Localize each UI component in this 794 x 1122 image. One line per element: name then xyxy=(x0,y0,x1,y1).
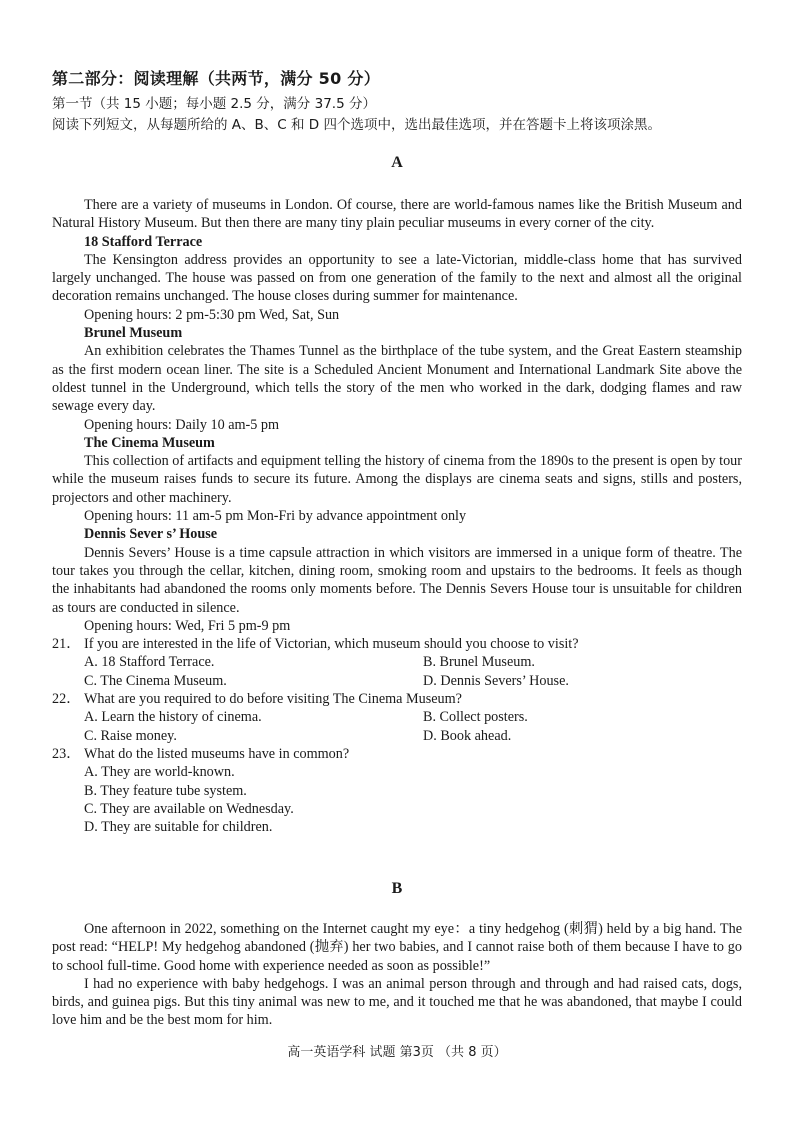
option-a: A. Learn the history of cinema. xyxy=(84,709,262,726)
option-c: C. The Cinema Museum. xyxy=(84,672,227,689)
museum-description: This collection of artifacts and equipment telling the history of cinema from the 1890s to the present is open by tour while the museum raises funds to secure its future. Among the displays are cinema seats and signs, stills and posters, projectors and other machinery. xyxy=(52,453,742,506)
question-22-options xyxy=(52,708,742,745)
passage-b xyxy=(52,920,742,1030)
option-d: D. They are suitable for children. xyxy=(84,819,273,836)
passage-b-paragraph: One afternoon in 2022, something on the Internet caught my eye：a tiny hedgehog (刺猬) held by a big hand. The post read: “HELP! My hedgehog abandoned (抛弃) her two babies, and I cannot raise both of them because I have to go to school full-time. Good home with experience needed as soon as possible!” xyxy=(52,921,742,974)
option-b: B. They feature tube system. xyxy=(84,782,247,799)
option-d: D. Dennis Severs’ House. xyxy=(423,672,569,689)
museum-hours: Opening hours: 11 am-5 pm Mon-Fri by advance appointment only xyxy=(84,508,467,525)
part-title: 第二部分：阅读理解（共两节，满分 50 分） xyxy=(52,69,381,88)
museum-name: The Cinema Museum xyxy=(84,434,215,451)
question-number: 21． xyxy=(52,636,81,653)
question-number: 23． xyxy=(52,745,81,762)
option-b: B. Brunel Museum. xyxy=(423,654,535,671)
question-23 xyxy=(52,745,742,763)
passage-b-letter: B xyxy=(391,880,403,897)
museum-hours: Opening hours: Wed, Fri 5 pm-9 pm xyxy=(84,617,291,634)
question-21-options xyxy=(52,653,742,690)
question-number: 22． xyxy=(52,691,81,708)
option-a: A. They are world-known. xyxy=(84,764,235,781)
museum-name: Dennis Sever s’ House xyxy=(84,526,218,543)
passage-a xyxy=(52,196,742,836)
option-d: D. Book ahead. xyxy=(423,727,512,744)
museum-hours: Opening hours: Daily 10 am-5 pm xyxy=(84,416,280,433)
museum-hours: Opening hours: 2 pm-5:30 pm Wed, Sat, Sun xyxy=(84,306,340,323)
museum-name: Brunel Museum xyxy=(84,325,183,342)
instructions: 阅读下列短文，从每题所给的 A、B、C 和 D 四个选项中，选出最佳选项，并在答题卡上将该项涂黑。 xyxy=(52,117,661,133)
option-c: C. Raise money. xyxy=(84,727,177,744)
question-stem: What do the listed museums have in common? xyxy=(84,745,350,762)
museum-description: Dennis Severs’ House is a time capsule attraction in which visitors are immersed in a unique form of theatre. The tour takes you through the cellar, kitchen, dining room, smoking room and upstairs to the bedrooms. It feels as though the inhabitants had abandoned the rooms only moments before. The Dennis Severs House tour is unsuitable for children as tours are conducted in silence. xyxy=(52,544,742,616)
passage-b-paragraph: I had no experience with baby hedgehogs. I was an animal person through and through and had raised cats, dogs, birds, and guinea pigs. But this tiny animal was new to me, and it touched me that he was abandoned, that maybe I could love him and be the best mom for him. xyxy=(52,975,742,1029)
museum-name: 18 Stafford Terrace xyxy=(84,233,203,250)
museum-description: The Kensington address provides an opportunity to see a late-Victorian, middle-class home that has survived largely unchanged. The house was passed on from one generation of the family to the next and almost all the original decoration remains unchanged. The house closes during summer for maintenance. xyxy=(52,251,742,305)
option-b: B. Collect posters. xyxy=(423,709,528,726)
passage-a-intro: There are a variety of museums in London. Of course, there are world-famous names like the British Museum and Natural History Museum. But then there are many tiny plain peculiar museums in every corner of the city. xyxy=(52,197,742,232)
question-21 xyxy=(52,635,742,653)
museum-description: An exhibition celebrates the Thames Tunnel as the birthplace of the tube system, and the Great Eastern steamship as the first modern ocean liner. The site is a Scheduled Ancient Monument and International Landmark Site above the oldest tunnel in the Underground, which tells the story of the men who worked in the dark, dodging flames and raw sewage every day. xyxy=(52,343,742,415)
section-title: 第一节（共 15 小题；每小题 2.5 分，满分 37.5 分） xyxy=(52,96,376,112)
page-footer: 高一英语学科 试题 第3页 （共 8 页） xyxy=(287,1045,507,1060)
option-c: C. They are available on Wednesday. xyxy=(84,800,294,817)
question-22 xyxy=(52,690,742,708)
option-a: A. 18 Stafford Terrace. xyxy=(84,654,215,671)
passage-a-letter: A xyxy=(391,154,403,171)
question-stem: If you are interested in the life of Victorian, which museum should you choose to visit? xyxy=(84,636,579,653)
question-stem: What are you required to do before visiting The Cinema Museum? xyxy=(84,691,462,708)
